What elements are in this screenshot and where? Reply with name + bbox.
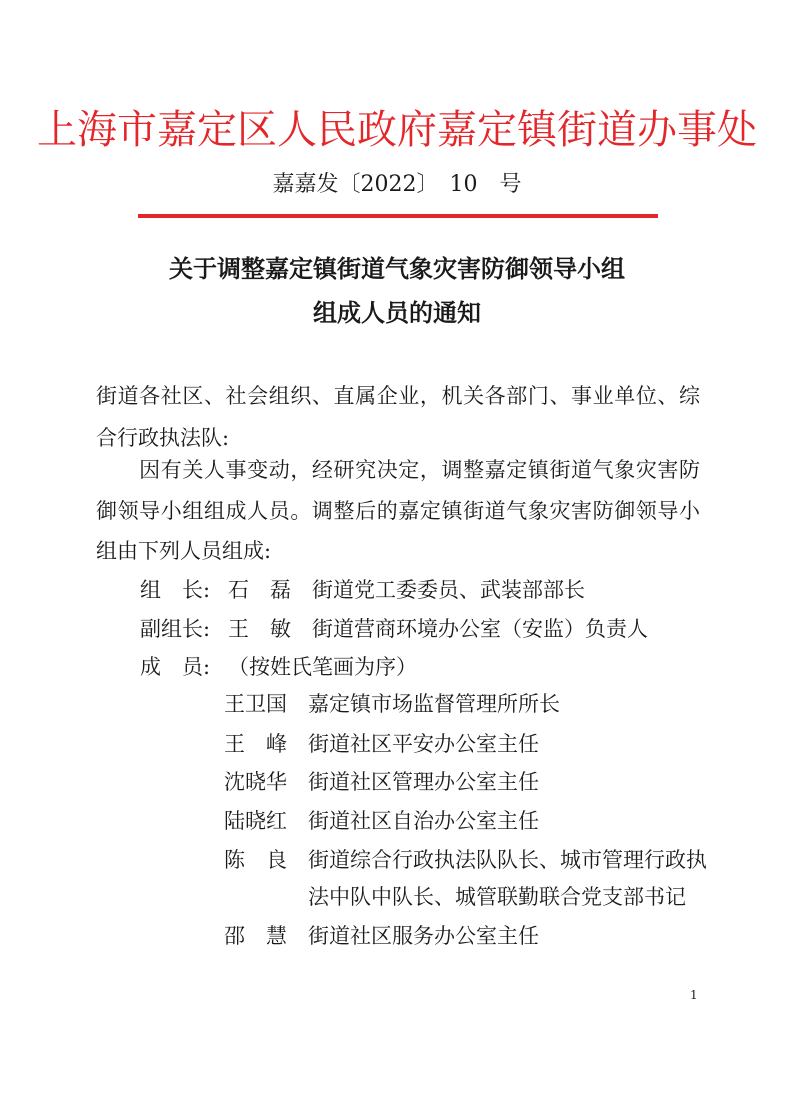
- member-name: 王 峰: [224, 732, 287, 756]
- member-row: [224, 806, 539, 836]
- members-order-note: （按姓氏笔画为序）: [228, 655, 417, 679]
- member-name: 王卫国: [224, 692, 287, 716]
- addressee-line-1: 街道各社区、社会组织、直属企业，机关各部门、事业单位、综: [96, 384, 700, 408]
- issuing-authority-title: 上海市嘉定区人民政府嘉定镇街道办事处: [37, 107, 757, 153]
- members-role: 成 员:: [140, 655, 211, 679]
- member-title: 街道社区自治办公室主任: [308, 809, 539, 833]
- members-header-row: [140, 652, 417, 682]
- page-number: 1: [690, 988, 698, 1002]
- leader-name: 石 磊: [228, 578, 291, 602]
- member-row: [224, 767, 539, 797]
- member-name: 陈 良: [224, 848, 287, 872]
- deputy-leader-role: 副组长:: [140, 617, 211, 641]
- leader-title: 街道党工委委员、武装部部长: [312, 578, 585, 602]
- deputy-leader-title: 街道营商环境办公室（安监）负责人: [312, 617, 648, 641]
- body-line-2: 御领导小组组成人员。调整后的嘉定镇街道气象灾害防御领导小: [96, 499, 700, 523]
- member-row: [224, 921, 539, 951]
- member-title: 嘉定镇市场监督管理所所长: [308, 692, 560, 716]
- member-title: 街道社区平安办公室主任: [308, 732, 539, 756]
- deputy-leader-name: 王 敏: [228, 617, 291, 641]
- member-name: 陆晓红: [224, 809, 287, 833]
- member-title-continuation: 法中队中队长、城管联勤联合党支部书记: [308, 885, 686, 909]
- member-row: [224, 845, 707, 875]
- member-title: 街道社区服务办公室主任: [308, 924, 539, 948]
- member-title: 街道综合行政执法队队长、城市管理行政执: [308, 848, 707, 872]
- member-name: 沈晓华: [224, 770, 287, 794]
- leader-row: [140, 575, 585, 605]
- subject-line-2: 组成人员的通知: [313, 298, 481, 327]
- member-name: 邵 慧: [224, 924, 287, 948]
- member-title: 街道社区管理办公室主任: [308, 770, 539, 794]
- addressee-line-2: 合行政执法队:: [96, 426, 230, 450]
- deputy-leader-row: [140, 614, 648, 644]
- member-row: [224, 729, 539, 759]
- red-divider-rule: [138, 214, 658, 218]
- leader-role: 组 长:: [140, 578, 211, 602]
- body-line-3: 组由下列人员组成:: [96, 539, 272, 563]
- member-row: [224, 689, 560, 719]
- body-line-1: 因有关人事变动，经研究决定，调整嘉定镇街道气象灾害防: [96, 458, 700, 482]
- subject-line-1: 关于调整嘉定镇街道气象灾害防御领导小组: [169, 254, 625, 283]
- document-number: 嘉嘉发〔2022〕 10 号: [272, 172, 522, 197]
